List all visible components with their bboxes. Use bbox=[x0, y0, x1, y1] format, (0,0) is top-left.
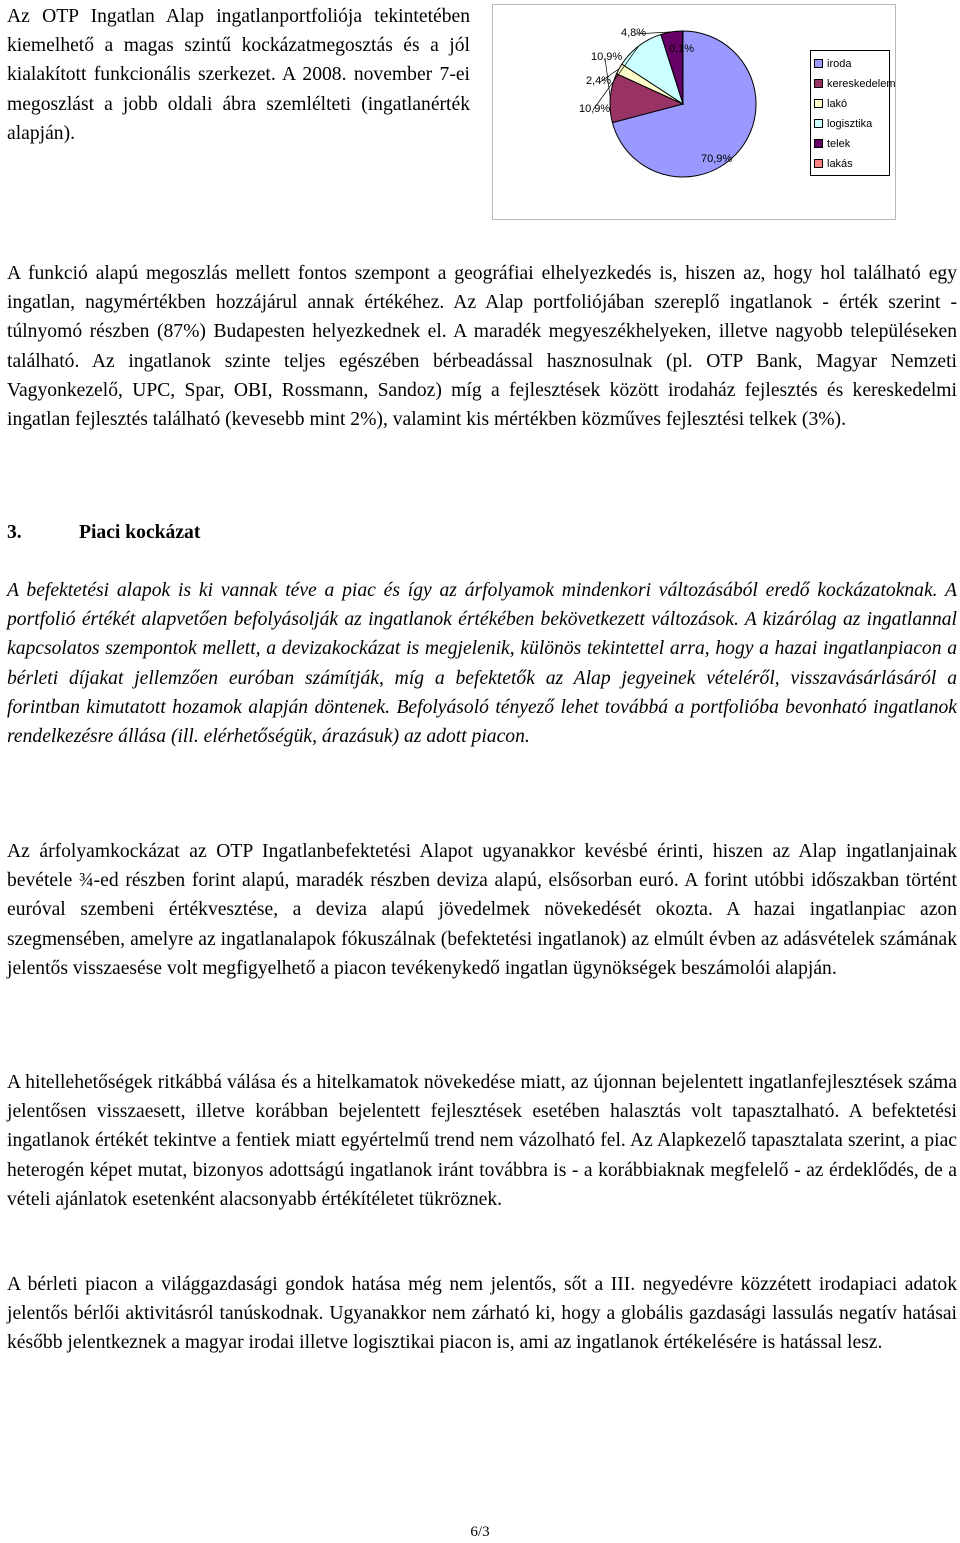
pie-data-label: 0,1% bbox=[669, 43, 695, 55]
rental-market-paragraph: A bérleti piacon a világgazdasági gondok hatása még nem jelentős, sőt a III. negyedévre közzétett irodapiaci adatok jelentős bérlői aktivitásról tanúskodnak. Ugyanakkor nem zárható ki, hogy a globális gazdasági lassulás negatív hatásai később jelentkeznek a magyar irodai illetve logisztikai piacon is, ami az ingatlanok értékelésére is hatással lesz. bbox=[7, 1274, 957, 1354]
legend-swatch bbox=[814, 79, 823, 88]
legend-label: kereskedelem bbox=[827, 78, 896, 90]
legend-item-telek bbox=[814, 136, 850, 152]
section-number: 3. bbox=[7, 522, 22, 543]
fx-risk-paragraph: Az árfolyamkockázat az OTP Ingatlanbefektetési Alapot ugyanakkor kevésbé érinti, hiszen az Alap ingatlanjainak bevétele ¾-ed részben forint alapú, maradék részben deviza alapú, elsősorban euró. A forint utóbbi időszakban történt euróval szembeni értékvesztése, a deviza alapú jövedelmek növekedését okozta. A hazai ingatlanpiac azon szegmensében, amelyre az ingatlanalapok fókuszálnak (befektetési ingatlanok) az elmúlt évben az adásvételek számának jelentős visszaesése volt megfigyelhető a piacon tevékenykedő ingatlan ügynökségek beszámolói alapján. bbox=[7, 841, 957, 979]
legend-swatch bbox=[814, 99, 823, 108]
legend-item-kereskedelem bbox=[814, 76, 895, 92]
credit-paragraph: A hitellehetőségek ritkábbá válása és a hitelkamatok növekedése miatt, az újonnan bejelentett ingatlanfejlesztések száma jelentősen visszaesett, illetve korábban bejelentett fejlesztések esetében halasztás volt tapasztalható. A befektetési ingatlanok értékét tekintve a fentiek miatt egyértelmű trend nem vázolható fel. Az Alapkezelő tapasztalata szerint, a piac heterogén képet mutat, bizonyos adottságú ingatlanok iránt továbbra is - a korábbiaknak megfelelő - az érdeklődés, de a vételi ajánlatok esetenként alacsonyabb értékítéletet tükröznek. bbox=[7, 1072, 957, 1210]
market-risk-paragraph: A befektetési alapok is ki vannak téve a piac és így az árfolyamok mindenkori változásából eredő kockázatoknak. A portfolió értékét alapvetően befolyásolják az ingatlanok értékében bekövetkezett változások. A kizárólag az ingatlannal kapcsolatos szempontok mellett, a devizakockázat is megjelenik, különös tekintettel arra, hogy a hazai ingatlanpiacon a bérleti díjakat jellemzően euróban számítják, míg a befektetők az Alap jegyeinek vételéről, visszavásárlásáról a forintban kimutatott hozamok alapján döntenek. Befolyásoló tényező lehet továbbá a portfolióba bevonható ingatlanok rendelkezésre állása (ill. elérhetőségük, árazásuk) az adott piacon. bbox=[7, 580, 957, 748]
legend-item-lakó bbox=[814, 96, 847, 112]
page-number: 6/3 bbox=[470, 1524, 490, 1540]
pie-data-label: 4,8% bbox=[621, 27, 647, 39]
pie-data-label: 2,4% bbox=[586, 75, 612, 87]
legend-swatch bbox=[814, 159, 823, 168]
pie-chart bbox=[492, 4, 896, 220]
legend-label: telek bbox=[827, 138, 851, 150]
section-heading bbox=[7, 518, 200, 547]
geography-paragraph: A funkció alapú megoszlás mellett fontos szempont a geográfiai elhelyezkedés is, hiszen az, hogy hol található egy ingatlan, nagymértékben hozzájárul annak értékéhez. Az Alap portfoliójában szereplő ingatlanok - érték szerint - túlnyomó részben (87%) Budapesten helyezkednek el. A maradék megyeszékhelyeken, illetve nagyobb településeken található. Az ingatlanok szinte teljes egészében bérbeadással hasznosulnak (pl. OTP Bank, Magyar Nemzeti Vagyonkezelő, UPC, Spar, OBI, Rossmann, Sandoz) míg a fejlesztések között irodaház fejlesztés és kereskedelmi ingatlan fejlesztés található (kevesebb mint 2%), valamint kis mértékben közműves fejlesztési telkek (3%). bbox=[7, 263, 957, 431]
legend-item-iroda bbox=[814, 56, 851, 72]
legend-label: iroda bbox=[827, 58, 852, 70]
legend-swatch bbox=[814, 139, 823, 148]
legend-label: lakó bbox=[827, 98, 848, 110]
pie-data-label: 10,9% bbox=[579, 103, 611, 115]
legend-label: lakás bbox=[827, 158, 853, 170]
legend-swatch bbox=[814, 59, 823, 68]
chart-legend bbox=[810, 50, 896, 176]
pie-data-label: 10,9% bbox=[591, 51, 623, 63]
section-title: Piaci kockázat bbox=[79, 522, 201, 543]
intro-paragraph: Az OTP Ingatlan Alap ingatlanportfoliója tekintetében kiemelhető a magas szintű kockázatmegosztás és a jól kialakított funkcionális szerkezet. A 2008. november 7-ei megoszlást a jobb oldali ábra szemlélteti (ingatlanérték alapján). bbox=[7, 6, 470, 144]
legend-item-lakás bbox=[814, 156, 853, 172]
legend-swatch bbox=[814, 119, 823, 128]
legend-label: logisztika bbox=[827, 118, 873, 130]
legend-item-logisztika bbox=[814, 116, 872, 132]
pie-data-label: 70,9% bbox=[701, 153, 733, 165]
